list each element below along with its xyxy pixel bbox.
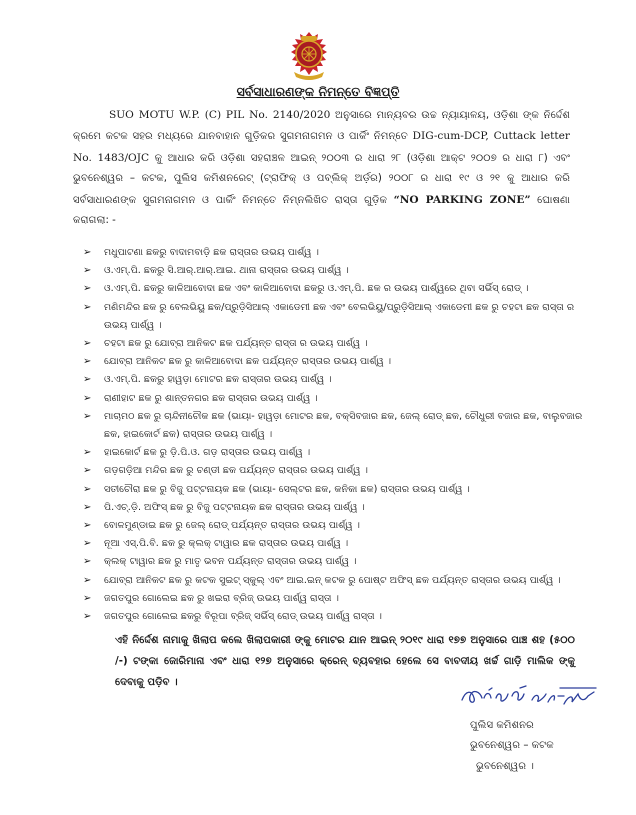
list-item: ➢ ପି.ଏଚ୍.ଡ଼ି. ଅଫିସ୍ ଛକ ରୁ ବିଜୁ ପଟ୍ଟନାୟକ ଛକ ରାସ୍ତାର ଉଭୟ ପାର୍ଶ୍ୱ । (83, 499, 583, 517)
no-parking-road-list (83, 244, 583, 626)
intro-text-part1: ଅନୁସାରେ ମାନ୍ୟବର ଉଚ୍ଚ ନ୍ୟାୟାଳୟ, ଓଡ଼ିଶା ଙ୍କ ନିର୍ଦ୍ଦେଶ କ୍ରମେ କଟକ ସହର ମଧ୍ୟରେ ଯାନବାହାନ ଗୁଡ଼ିକର ସୁଗମନାଗମନ ଓ ପାର୍କିଂ ନିମନ୍ତେ (73, 110, 570, 143)
penalty-notice-paragraph: ଏହି ନିର୍ଦ୍ଦେଶ ନାମାକୁ ଖିଲାପ କଲେ ଖିଲାପକାରୀ ଙ୍କୁ ମୋଟର ଯାନ ଆଇନ୍ ୨୦୧୯ ଧାରା ୧୭୭ ଅନୁସାରେ ପାଞ୍ଚ ଶହ (୫୦୦ /-) ଟଙ୍କା ଜୋରିମାନା ଏବଂ ଧାରା ୧୨୭ ଅନୁସାରେ କ୍ରେନ୍ ବ୍ୟବହାର ହେଲେ ସେ ବାବଦୀୟ ଖର୍ଚ୍ଚ ଗାଡ଼ି ମାଲିକ ଙ୍କୁ ଦେବାକୁ ପଡ଼ିବ । (115, 635, 575, 688)
list-item: ➢ ରାଣୀହାଟ ଛକ ରୁ ଶାନ୍ତନଗର ଛକ ରାସ୍ତାର ଉଭୟ ପାର୍ଶ୍ୱ । (83, 390, 583, 408)
list-item: ➢ କ୍ଲକ୍ ଟାୱାର ଛକ ରୁ ମାତୃ ଭବନ ପର୍ଯ୍ୟନ୍ତ ରାସ୍ତାର ଉଭୟ ପାର୍ଶ୍ୱ । (83, 553, 583, 571)
bullet-arrow-icon: ➢ (83, 611, 92, 623)
list-item: ➢ ମଣିମନ୍ଦିର ଛକ ରୁ ବେଲଭିୟୁ ଛକ/ପ୍ରୁଡ଼ିସିଆଲ୍ ଏକାଡେମୀ ଛକ ଏବଂ ବେଲଭିୟୁ/ପ୍ରୁଡ଼ିସିଆଲ୍ ଏକାଡେମୀ ଛକ ରୁ ଚହଟା ଛକ ରାସ୍ତା ର ଉଭୟ ପାର୍ଶ୍ୱ । (83, 299, 583, 335)
list-item: ➢ ହାଇକୋର୍ଟ ଛକ ରୁ ଡ଼ି.ପି.ଓ. ଗଡ଼ ରାସ୍ତାର ଉଭୟ ପାର୍ଶ୍ୱ । (83, 444, 583, 462)
list-item: ➢ ସତୀଚୌରା ଛକ ରୁ ବିଜୁ ପଟ୍ଟନାୟକ ଛକ (ଭାୟା- ସେଲ୍ଟର ଛକ, କନିକା ଛକ) ରାସ୍ତାର ଉଭୟ ପାର୍ଶ୍ୱ । (83, 481, 583, 499)
bullet-arrow-icon: ➢ (83, 538, 92, 550)
bullet-arrow-icon: ➢ (83, 356, 92, 368)
bullet-arrow-icon: ➢ (83, 283, 92, 295)
case-reference: SUO MOTU W.P. (C) PIL No. 2140/2020 (109, 109, 331, 121)
bullet-arrow-icon: ➢ (83, 265, 92, 277)
signature-block (470, 716, 554, 777)
bullet-arrow-icon: ➢ (83, 301, 92, 313)
list-item: ➢ ଯୋବ୍ରା ଆନିକଟ ଛକ ରୁ କାଳିଆବୋଦା ଛକ ପର୍ଯ୍ୟନ୍ତ ରାସ୍ତାର ଉଭୟ ପାର୍ଶ୍ୱ । (83, 353, 583, 371)
list-item: ➢ ଓ.ଏମ୍.ପି. ଛକରୁ ସି.ଆର୍.ଆର୍.ଆଇ. ଥାନା ରାସ୍ତାର ଉଭୟ ପାର୍ଶ୍ୱ । (83, 262, 583, 280)
list-item: ➢ ଯୋବ୍ରା ଆନିକଟ ଛକ ରୁ କଟକ ସୁଇଟ୍ ସ୍କୁଲ୍ ଏବଂ ଆଇ.ଇନ୍ କଟକ ରୁ ପୋଷ୍ଟ ଅଫିସ୍ ଛକ ପର୍ଯ୍ୟନ୍ତ ରାସ୍ତାର ଉଭୟ ପାର୍ଶ୍ୱ । (83, 572, 583, 590)
list-item: ➢ ଓ.ଏମ୍.ପି. ଛକରୁ ହାୱଡ଼ା ମୋଟର ଛକ ରାସ୍ତାର ଉଭୟ ପାର୍ଶ୍ୱ । (83, 371, 583, 389)
bullet-arrow-icon: ➢ (83, 465, 92, 477)
bullet-arrow-icon: ➢ (83, 520, 92, 532)
list-item: ➢ ଓ.ଏମ୍.ପି. ଛକରୁ କାଳିଆବୋଦା ଛକ ଏବଂ କାଳିଆବୋଦା ଛକରୁ ଓ.ଏମ୍.ପି. ଛକ ର ଉଭୟ ପାର୍ଶ୍ୱରେ ଥିବା ସର୍ଭିସ୍ ରୋଡ୍ । (83, 280, 583, 298)
list-item: ➢ ବୋଳମୁଣ୍ଡାଇ ଛକ ରୁ ଜେଲ୍ ରୋଡ୍ ପର୍ଯ୍ୟନ୍ତ ରାସ୍ତାର ଉଭୟ ପାର୍ଶ୍ୱ । (83, 517, 583, 535)
list-item: ➢ ନୂଆ ଏସ୍.ପି.ବି. ଛକ ରୁ କ୍ଲକ୍ ଟାୱାର ଛକ ରାସ୍ତାର ଉଭୟ ପାର୍ଶ୍ୱ । (83, 535, 583, 553)
intro-text-part2: କୁ ଆଧାର କରି ଓଡ଼ିଶା ସହରାଞ୍ଚଳ ଆଇନ୍ ୨୦୦୩ ର ଧାରା ୨୮ (ଓଡ଼ିଶା ଆକ୍ଟ ୨୦୦୭ ର ଧାରା ୮) ଏବଂ ଭୁବନେଶ୍ୱର – କଟକ, ପୁଲିସ କମିଶନରେଟ୍ (ଟ୍ରାଫିକ୍ ଓ ପବ୍ଲିକ୍ ଅର୍ଡ଼ର) ୨୦୦୮ ର ଧାରା ୧୯ ଓ ୨୧ କୁ ଆଧାର କରି ସର୍ବସାଧାରଣଙ୍କ ସୁଗମନାଗମନ ଓ ପାର୍କିଂ ନିମନ୍ତେ ନିମ୍ନଲିଖିତ ରାସ୍ତା ଗୁଡ଼ିକ (73, 152, 570, 206)
signatory-office: ଭୁବନେଶ୍ୱର – କଟକ (470, 740, 554, 752)
bullet-arrow-icon: ➢ (83, 592, 92, 604)
bullet-arrow-icon: ➢ (83, 374, 92, 386)
list-item: ➢ ଜଗତପୁର ଗୋଲେଇ ଛକ ରୁ ଖଇରା ବ୍ରିଜ୍ ଉଭୟ ପାର୍ଶ୍ୱ ରାସ୍ତା । (83, 590, 583, 608)
bullet-arrow-icon: ➢ (83, 447, 92, 459)
list-item: ➢ ଜଗତପୁର ଗୋଲେଇ ଛକରୁ ବିରୂପା ବ୍ରିଜ୍ ସର୍ଭିସ୍ ରୋଡ୍ ଉଭୟ ପାର୍ଶ୍ୱ ରାସ୍ତା । (83, 608, 583, 626)
list-item: ➢ ଗଡ଼ଗଡ଼ିଆ ମନ୍ଦିର ଛକ ରୁ ଚଣ୍ଡୀ ଛକ ପର୍ଯ୍ୟନ୍ତ ରାସ୍ତାର ଉଭୟ ପାର୍ଶ୍ୱ । (83, 462, 583, 480)
police-emblem-icon (280, 30, 338, 82)
list-item: ➢ ଚହଟା ଛକ ରୁ ଯୋବ୍ରା ଆନିକଟ ଛକ ପର୍ଯ୍ୟନ୍ତ ରାସ୍ତା ର ଉଭୟ ପାର୍ଶ୍ୱ । (83, 335, 583, 353)
no-parking-zone-label: “NO PARKING ZONE” (393, 193, 531, 206)
bullet-arrow-icon: ➢ (83, 501, 92, 513)
bullet-arrow-icon: ➢ (83, 338, 92, 350)
signatory-designation: ପୁଲିସ କମିଶନର (470, 720, 534, 731)
bullet-arrow-icon: ➢ (83, 247, 92, 258)
bullet-arrow-icon: ➢ (83, 392, 92, 404)
bullet-arrow-icon: ➢ (83, 556, 92, 568)
list-item: ➢ ମାଚାମଠ ଛକ ରୁ ଚାନ୍ଦିନୀଚୌକ ଛକ (ଭାୟା- ହାୱଡ଼ା ମୋଟର ଛକ, ବକ୍ସିବଜାର ଛକ, ଜେଲ୍ ରୋଡ୍ ଛକ, ଚୌଧୁରୀ ବଜାର ଛକ, ବାଲୁବଜାର ଛକ, ହାଇକୋର୍ଟ ଛକ) ରାସ୍ତାର ଉଭୟ ପାର୍ଶ୍ୱ । (83, 408, 583, 444)
handwritten-signature (456, 682, 606, 712)
intro-text-part3: ଘୋଷଣା କରାଗଲା: - (73, 194, 570, 227)
notice-intro-paragraph (73, 105, 570, 231)
notice-title: ସର୍ବସାଧାରଣଙ୍କ ନିମନ୍ତେ ବିଜ୍ଞପ୍ତି (236, 84, 400, 99)
list-item: ➢ ମଧୁପାଟଣା ଛକରୁ ବାଦାମବାଡ଼ି ଛକ ରାସ୍ତାର ଉଭୟ ପାର୍ଶ୍ୱ । (83, 244, 583, 262)
dcp-letter-reference: DIG-cum-DCP, Cuttack letter No. 1483/OJC (73, 130, 570, 164)
signatory-city: ଭୁବନେଶ୍ୱର । (476, 760, 534, 772)
bullet-arrow-icon: ➢ (83, 574, 92, 586)
bullet-arrow-icon: ➢ (83, 483, 92, 495)
bullet-arrow-icon: ➢ (83, 410, 92, 422)
